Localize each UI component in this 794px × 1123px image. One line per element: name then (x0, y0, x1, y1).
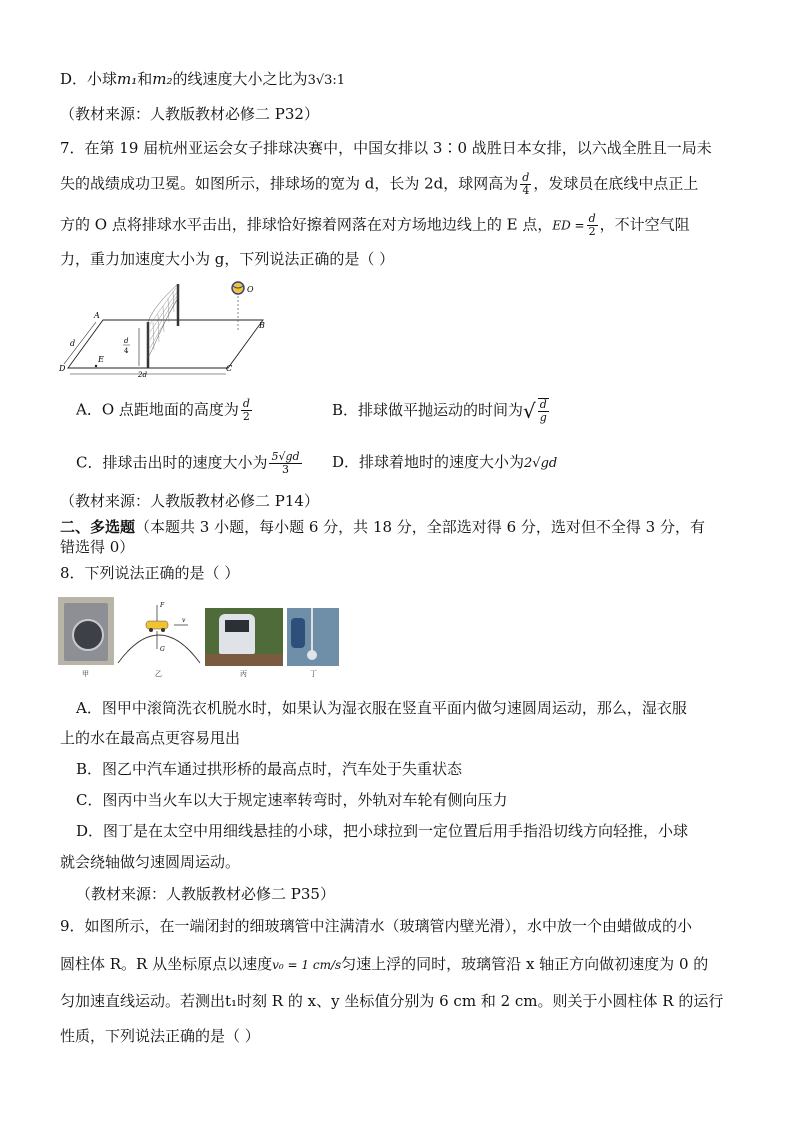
q7-optb-text: B．排球做平抛运动的时间为 (332, 401, 524, 419)
volleyball-court-figure (58, 278, 278, 378)
bridge-arc (118, 635, 200, 663)
frac-num: 5√gd (271, 450, 300, 463)
section2-desc1: （本题共 3 小题，每小题 6 分，共 18 分，全部选对得 6 分，选对但不全得 3 分，有 (135, 518, 705, 536)
q6-option-d (60, 68, 345, 92)
q7-line4: 力，重力加速度大小为 g，下列说法正确的是（ ） (60, 250, 395, 268)
q9-line1: 9．如图所示，在一端闭封的细玻璃管中注满清水（玻璃管内壁光滑），水中放一个由蜡做成的小 (60, 917, 693, 935)
net-mesh (150, 288, 177, 350)
m2-symbol: m₂ (152, 70, 173, 88)
width-dimension (64, 322, 96, 364)
caption-bing: 丙 (240, 670, 247, 678)
train-image (205, 608, 283, 666)
q7-option-b (332, 398, 551, 424)
q7-optd-text: D．排球着地时的速度大小为 (332, 453, 525, 471)
net-mesh-outline (148, 284, 178, 358)
q7-opta-text: A．O 点距地面的高度为 (76, 400, 239, 419)
caption-ding: 丁 (310, 670, 317, 678)
q7-option-d (332, 451, 557, 475)
caption-yi: 乙 (155, 670, 162, 678)
section2-desc2: 错选得 0） (60, 538, 135, 556)
q8-option-d-line2: 就会绕轴做匀速圆周运动。 (60, 853, 241, 871)
frac-den: 4 (522, 184, 530, 197)
q7-line2 (60, 172, 698, 197)
q7-line3 (60, 213, 690, 238)
q7-source: （教材来源：人教版教材必修二 P14） (60, 492, 319, 510)
frac-num: d (539, 398, 547, 411)
optc-fraction (269, 451, 301, 476)
q7-line3-pre: 方的 O 点将排球水平击出，排球恰好擦着网落在对方场地边线上的 E 点， (60, 215, 553, 234)
label-length-2d: 2d (138, 371, 147, 378)
label-height-den: 4 (124, 347, 129, 355)
car-wheel (149, 628, 153, 632)
label-c: C (226, 364, 233, 373)
car-wheel (161, 628, 165, 632)
frac-den: 2 (588, 225, 596, 238)
q8-stem: 8．下列说法正确的是（ ） (60, 564, 240, 582)
car-icon (146, 621, 168, 629)
v0-value: v₀ = 1 cm/s (272, 958, 342, 972)
q6-optd-post: 的线速度大小之比为 (172, 70, 308, 88)
label-height-num: d (124, 337, 129, 345)
pendulum-ball-icon (307, 650, 317, 660)
q7-optc-text: C．排球击出时的速度大小为 (76, 453, 268, 472)
label-o: O (247, 285, 254, 294)
m1-symbol: m₁ (117, 70, 138, 88)
optb-fraction (538, 398, 549, 424)
q9-line2-post: 匀速上浮的同时，玻璃管沿 x 轴正方向做初速度为 0 的 (341, 955, 709, 973)
astronaut-figure (291, 618, 305, 648)
q7-option-c (76, 451, 304, 476)
ed-fraction (587, 213, 598, 238)
q8-option-d-line1: D．图丁是在太空中用细线悬挂的小球，把小球拉到一定位置后用手指沿切线方向轻推，小球 (76, 822, 689, 840)
q8-option-c: C．图丙中当火车以大于规定速率转弯时，外轨对车轮有侧向压力 (76, 791, 508, 809)
q9-line4: 性质，下列说法正确的是（ ） (60, 1027, 260, 1045)
space-pendulum-image (287, 608, 339, 666)
label-e: E (98, 355, 104, 364)
q6-and: 和 (137, 70, 153, 88)
q8-option-b: B．图乙中汽车通过拱形桥的最高点时，汽车处于失重状态 (76, 760, 463, 778)
ed-symbol: ED = (552, 218, 585, 233)
q7-optd-value: 2√gd (524, 456, 558, 471)
label-d: D (59, 364, 66, 373)
fn-label: F (160, 602, 165, 609)
net-height-fraction (520, 172, 531, 197)
sqrt-sign: √ (523, 399, 536, 423)
train-track (205, 654, 283, 666)
label-b: B (259, 321, 265, 330)
q9-line2 (60, 953, 708, 976)
train-window (225, 620, 249, 632)
washer-door-icon (72, 619, 104, 651)
section2-header (60, 516, 705, 538)
q6-optd-text: D．小球 (60, 70, 118, 88)
arch-bridge-car-figure (116, 597, 202, 665)
label-a: A (94, 311, 100, 320)
q8-option-a-line1: A．图甲中滚筒洗衣机脱水时，如果认为湿衣服在竖直平面内做匀速圆周运动，那么，湿衣服 (76, 699, 687, 717)
frac-den: 3 (282, 463, 290, 476)
q7-option-a (76, 398, 254, 423)
label-width-d: d (70, 339, 76, 348)
q7-line2-post: ，发球员在底线中点正上 (533, 174, 699, 193)
washing-machine-image (58, 597, 114, 665)
q7-line1: 7．在第 19 届杭州亚运会女子排球决赛中，中国女排以 3∶0 战胜日本女排，以六战全胜且一局未 (60, 139, 712, 157)
q7-line2-pre: 失的战绩成功卫冕。如图所示，排球场的宽为 d，长为 2d，球网高为 (60, 174, 519, 193)
pendulum-string (311, 608, 313, 652)
opta-fraction (241, 398, 252, 423)
q7-line3-post: ，不计空气阻 (599, 215, 690, 234)
frac-den: 2 (242, 410, 250, 423)
q9-line2-pre: 圆柱体 R。R 从坐标原点以速度 (60, 955, 273, 973)
frac-num: d (242, 397, 250, 410)
q6-source: （教材来源：人教版教材必修二 P32） (60, 105, 319, 123)
q8-source: （教材来源：人教版教材必修二 P35） (76, 885, 335, 903)
g-label: G (160, 646, 165, 653)
e-point (95, 365, 97, 367)
q8-option-a-line2: 上的水在最高点更容易甩出 (60, 729, 241, 747)
section2-title: 二、多选题 (60, 518, 136, 536)
frac-den: g (539, 411, 547, 424)
q6-ratio: 3√3:1 (307, 73, 346, 88)
v-label: v (182, 617, 186, 624)
caption-jia: 甲 (82, 670, 89, 678)
frac-num: d (588, 212, 596, 225)
q9-line3: 匀加速直线运动。若测出t₁时刻 R 的 x、y 坐标值分别为 6 cm 和 2 cm。则关于小圆柱体 R 的运行 (60, 992, 724, 1010)
frac-num: d (522, 171, 530, 184)
